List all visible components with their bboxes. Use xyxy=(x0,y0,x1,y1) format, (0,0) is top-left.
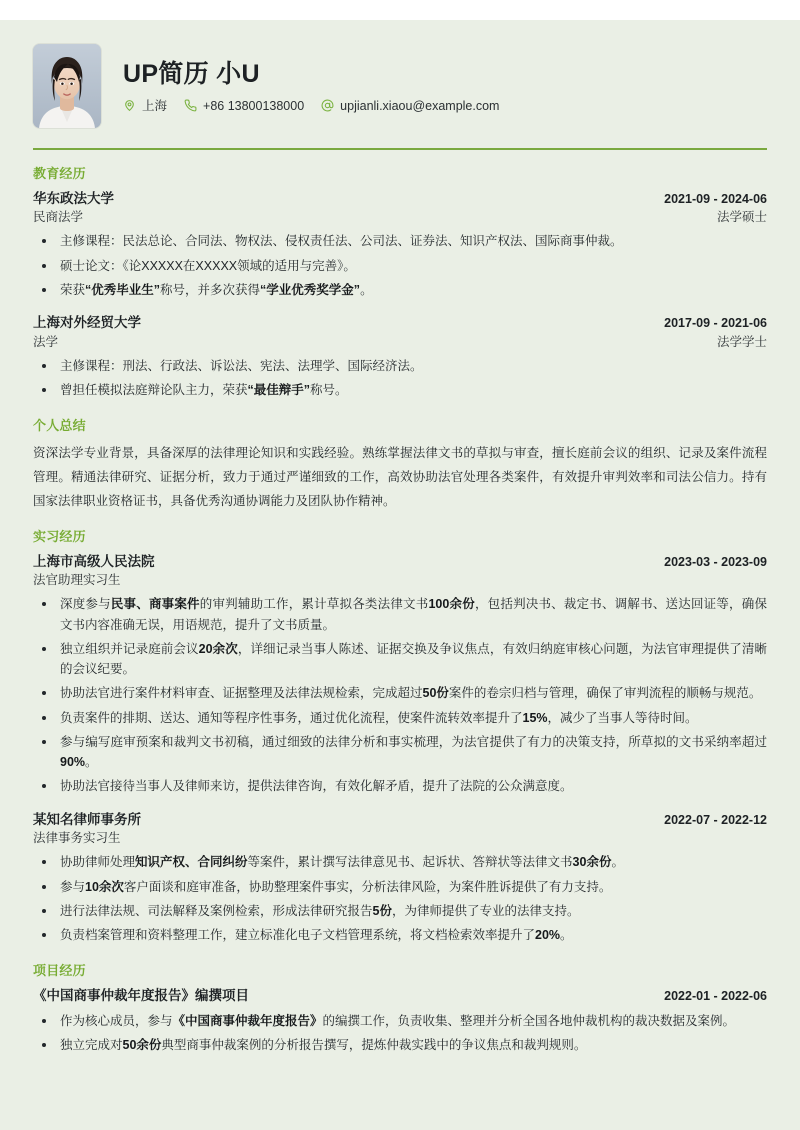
bullet-item xyxy=(33,732,767,773)
entry xyxy=(33,552,767,797)
bullet-emphasis: 知识产权、合同纠纷 xyxy=(135,855,248,870)
bullet-text: 参与 xyxy=(60,879,86,894)
bullet-item xyxy=(33,639,767,680)
entry-header-row xyxy=(33,810,767,830)
bullet-text: 独立组织并记录庭前会议 xyxy=(60,641,199,656)
entry-organization: 上海市高级人民法院 xyxy=(33,553,155,569)
entry-role: 法官助理实习生 xyxy=(33,573,121,588)
bullet-list xyxy=(33,356,767,401)
bullet-emphasis: 《中国商事仲裁年度报告》 xyxy=(172,1013,323,1028)
phone-icon xyxy=(184,99,197,112)
bullet-item xyxy=(33,901,767,921)
entry-degree: 法学硕士 xyxy=(716,210,767,225)
entry-header-row xyxy=(33,189,767,209)
section-projects xyxy=(33,947,767,1055)
bullet-text: 的审判辅助工作，累计草拟各类法律文书 xyxy=(199,597,429,612)
contact-phone xyxy=(184,99,304,112)
entry xyxy=(33,986,767,1055)
bullet-text: 曾担任模拟法庭辩论队主力，荣获 xyxy=(60,382,248,397)
bullet-text: 荣获 xyxy=(60,282,86,297)
bullet-emphasis: 20% xyxy=(535,928,561,943)
bullet-item xyxy=(33,231,767,251)
bullet-text: ，为律师提供了专业的法律支持。 xyxy=(391,903,580,918)
entry-header-row xyxy=(33,313,767,333)
entry-date-range: 2021-09 - 2024-06 xyxy=(664,191,767,206)
bullet-emphasis: 5份 xyxy=(372,903,392,918)
entry-date-range: 2022-01 - 2022-06 xyxy=(664,989,767,1003)
entry-organization: 《中国商事仲裁年度报告》编撰项目 xyxy=(33,988,249,1003)
bullet-text: 。 xyxy=(560,928,573,943)
contact-email xyxy=(321,99,499,112)
bullet-text: 的编撰工作，负责收集、整理并分析全国各地仲裁机构的裁决数据及案例。 xyxy=(322,1013,736,1028)
bullet-emphasis: 100余份 xyxy=(428,597,475,612)
resume-sheet xyxy=(0,20,800,1130)
bullet-list xyxy=(33,852,767,945)
bullet-text: ，包括判决书、裁定书、调解书、送达回证等，确保文书内容准确无误，用语规范，提升了文书质量。 xyxy=(60,597,767,632)
summary-paragraph: 资深法学专业背景，具备深厚的法律理论知识和实践经验。熟练掌握法律文书的草拟与审查，擅长庭前会议的组织、记录及案件流程管理。精通法律研究、证据分析，致力于通过严谨细致的工作，高效协助法官处理各类案件，有效提升审判效率和司法公信力。持有国家法律职业资格证书，具备优秀沟通协调能力及团队协作精神。 xyxy=(33,445,767,509)
bullet-text: 协助法官进行案件材料审查、证据整理及法律法规检索，完成超过 xyxy=(60,686,423,701)
entry xyxy=(33,189,767,300)
at-sign-icon xyxy=(321,99,334,112)
section-summary xyxy=(33,402,767,513)
resume-header xyxy=(33,20,767,124)
bullet-emphasis: “最佳辩手” xyxy=(247,382,311,397)
section-title-internship: 实习经历 xyxy=(33,529,86,545)
entry-organization: 华东政法大学 xyxy=(33,190,114,206)
bullet-list xyxy=(33,1011,767,1056)
bullet-text: 。 xyxy=(85,755,98,770)
bullet-text: 典型商事仲裁案例的分析报告撰写，提炼仲裁实践中的争议焦点和裁判规则。 xyxy=(161,1037,587,1052)
contact-location xyxy=(123,99,167,112)
entry-subheader-row xyxy=(33,829,767,847)
bullet-text: 负责案件的排期、送达、通知等程序性事务，通过优化流程，使案件流转效率提升了 xyxy=(60,710,523,725)
section-education xyxy=(33,150,767,400)
entry-header-row xyxy=(33,552,767,572)
contact-email-text: upjianli.xiaou@example.com xyxy=(340,98,500,113)
bullet-text: 独立完成对 xyxy=(60,1037,123,1052)
entry xyxy=(33,313,767,400)
bullet-text: 作为核心成员，参与 xyxy=(60,1013,173,1028)
bullet-text: 称号，并多次获得 xyxy=(160,282,261,297)
section-internship xyxy=(33,513,767,945)
bullet-text: 负责档案管理和资料整理工作，建立标准化电子文档管理系统，将文档检索效率提升了 xyxy=(60,928,536,943)
contact-location-text: 上海 xyxy=(142,98,168,113)
entry-subheader-row xyxy=(33,571,767,589)
bullet-emphasis: “学业优秀奖学金” xyxy=(260,282,361,297)
entry-date-range: 2022-07 - 2022-12 xyxy=(664,812,767,827)
contact-list xyxy=(123,99,499,112)
bullet-text: 进行法律法规、司法解释及案例检索，形成法律研究报告 xyxy=(60,903,373,918)
bullet-item xyxy=(33,1011,767,1031)
entry-header-row xyxy=(33,986,767,1006)
bullet-text: 参与编写庭审预案和裁判文书初稿，通过细致的法律分析和事实梳理，为法官提供了有力的决策支持，所草拟的文书采纳率超过 xyxy=(60,734,767,749)
section-title-summary: 个人总结 xyxy=(33,418,86,434)
bullet-item xyxy=(33,925,767,945)
entry-degree: 法学学士 xyxy=(716,334,767,349)
section-title-education: 教育经历 xyxy=(33,166,86,181)
bullet-text: 案件的卷宗归档与管理，确保了审判流程的顺畅与规范。 xyxy=(448,686,762,701)
entry-organization: 上海对外经贸大学 xyxy=(33,315,141,331)
bullet-text: 客户面谈和庭审准备，协助整理案件事实，分析法律风险，为案件胜诉提供了有力支持。 xyxy=(123,879,612,894)
location-pin-icon xyxy=(123,99,136,112)
entry-role: 民商法学 xyxy=(33,210,84,225)
bullet-text: 。 xyxy=(360,282,373,297)
bullet-item xyxy=(33,1035,767,1055)
bullet-item xyxy=(33,356,767,376)
entry-subheader-row xyxy=(33,333,767,351)
bullet-text: 主修课程：民法总论、合同法、物权法、侵权责任法、公司法、证券法、知识产权法、国际商事仲裁。 xyxy=(60,234,623,249)
entry xyxy=(33,810,767,946)
bullet-item xyxy=(33,708,767,728)
bullet-text: 。 xyxy=(611,855,624,870)
contact-phone-text: +86 13800138000 xyxy=(203,98,305,113)
bullet-item xyxy=(33,877,767,897)
bullet-text: 等案件，累计撰写法律意见书、起诉状、答辩状等法律文书 xyxy=(247,855,573,870)
bullet-emphasis: 10余次 xyxy=(85,879,124,894)
entry-date-range: 2017-09 - 2021-06 xyxy=(664,316,767,331)
entry-subheader-row xyxy=(33,208,767,226)
bullet-item xyxy=(33,852,767,872)
bullet-item xyxy=(33,280,767,300)
bullet-emphasis: “优秀毕业生” xyxy=(85,282,161,297)
bullet-text: 协助律师处理 xyxy=(60,855,136,870)
bullet-text: ，减少了当事人等待时间。 xyxy=(547,710,698,725)
entry-role: 法学 xyxy=(33,334,59,349)
entry-role: 法律事务实习生 xyxy=(33,831,121,846)
bullet-emphasis: 民事、商事案件 xyxy=(110,597,200,612)
bullet-item xyxy=(33,776,767,796)
bullet-text: 称号。 xyxy=(310,382,348,397)
section-title-projects: 项目经历 xyxy=(33,963,86,979)
bullet-text: ，详细记录当事人陈述、证据交换及争议焦点，有效归纳庭审核心问题，为法官审理提供了清晰的会议纪要。 xyxy=(60,641,767,677)
bullet-emphasis: 50份 xyxy=(422,686,449,701)
bullet-text: 硕士论文：《论XXXXX在XXXXX领域的适用与完善》。 xyxy=(60,258,356,273)
identity-block xyxy=(123,60,499,113)
bullet-emphasis: 90% xyxy=(60,755,86,770)
entry-date-range: 2023-03 - 2023-09 xyxy=(664,554,767,569)
bullet-emphasis: 30余份 xyxy=(572,855,612,870)
bullet-emphasis: 15% xyxy=(522,710,548,725)
avatar xyxy=(33,44,101,128)
bullet-item xyxy=(33,683,767,703)
bullet-text: 协助法官接待当事人及律师来访，提供法律咨询，有效化解矛盾，提升了法院的公众满意度。 xyxy=(60,779,573,794)
page-title: UP简历 小U xyxy=(123,59,260,88)
bullet-text: 深度参与 xyxy=(60,597,111,612)
resume-sections xyxy=(33,150,767,1055)
entry-organization: 某知名律师事务所 xyxy=(33,811,141,827)
bullet-emphasis: 50余份 xyxy=(122,1037,162,1052)
bullet-list xyxy=(33,594,767,796)
bullet-item xyxy=(33,256,767,276)
bullet-list xyxy=(33,231,767,300)
bullet-text: 主修课程：刑法、行政法、诉讼法、宪法、法理学、国际经济法。 xyxy=(60,358,423,373)
bullet-emphasis: 20余次 xyxy=(198,641,238,656)
bullet-item xyxy=(33,380,767,400)
bullet-item xyxy=(33,594,767,635)
